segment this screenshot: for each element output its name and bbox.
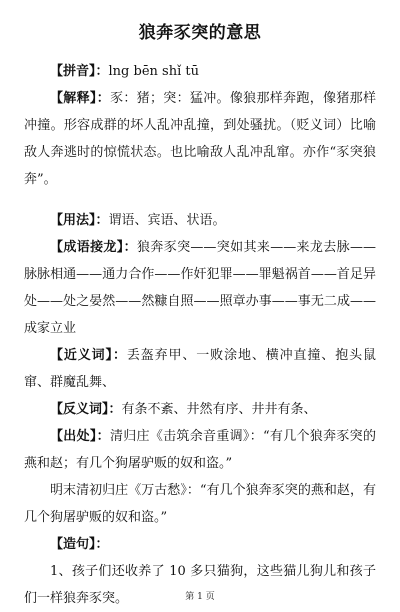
synonyms-label: 【近义词】： xyxy=(50,348,127,363)
pinyin-paragraph xyxy=(24,58,376,85)
idiom-chain-label: 【成语接龙】： xyxy=(50,240,137,255)
usage-text: 谓语、宾语、状语。 xyxy=(108,213,226,228)
idiom-chain-paragraph xyxy=(24,234,376,342)
page-title: 狼奔豕突的意思 xyxy=(138,23,262,43)
idiom-chain-text: 狼奔豕突——突如其来——来龙去脉——脉脉相通——通力合作——作奸犯罪——罪魁祸首——首足异处——处之晏然——然糠自照——照章办事——事无二成——成家立业 xyxy=(24,240,376,336)
source-text: 清归庄《击筑余音重调》：“有几个狼奔豕突的燕和赵；有几个狗屠驴贩的奴和盗。” xyxy=(24,429,376,471)
source-paragraph xyxy=(24,423,376,477)
usage-paragraph xyxy=(24,207,376,234)
explanation-paragraph xyxy=(24,85,376,193)
antonyms-text: 有条不紊、井然有序、井井有条、 xyxy=(121,402,317,417)
pinyin-label: 【拼音】： xyxy=(50,64,109,79)
pinyin-text: lng bēn shǐ tū xyxy=(108,64,199,79)
page-number: 第 1 页 xyxy=(185,592,215,602)
antonyms-label: 【反义词】： xyxy=(50,402,122,417)
synonyms-text: 丢盔弃甲、一败涂地、横冲直撞、抱头鼠窜、群魔乱舞、 xyxy=(24,348,376,390)
usage-label: 【用法】： xyxy=(50,213,109,228)
document-body xyxy=(24,58,376,612)
spacer xyxy=(24,193,376,207)
example-label: 【造句】： xyxy=(50,537,109,552)
source-note-paragraph: 明末清初归庄《万古愁》：“有几个狼奔豕突的燕和赵，有几个狗屠驴贩的奴和盗。” xyxy=(24,483,376,525)
source-label: 【出处】： xyxy=(50,429,110,444)
example-sentence-1: 1、孩子们还收养了 10 多只猫狗，这些猫儿狗儿和孩子们一样狼奔豕突。 xyxy=(24,564,376,606)
example-heading xyxy=(24,531,376,558)
explanation-label: 【解释】： xyxy=(50,91,111,106)
explanation-text: 豕：猪；突：猛冲。像狼那样奔跑，像猪那样冲撞。形容成群的坏人乱冲乱撞，到处骚扰。（贬义词）比喻敌人奔逃时的惊慌状态。也比喻敌人乱冲乱窜。亦作“豕突狼奔”。 xyxy=(24,91,376,187)
synonyms-paragraph xyxy=(24,342,376,396)
antonyms-paragraph xyxy=(24,396,376,423)
